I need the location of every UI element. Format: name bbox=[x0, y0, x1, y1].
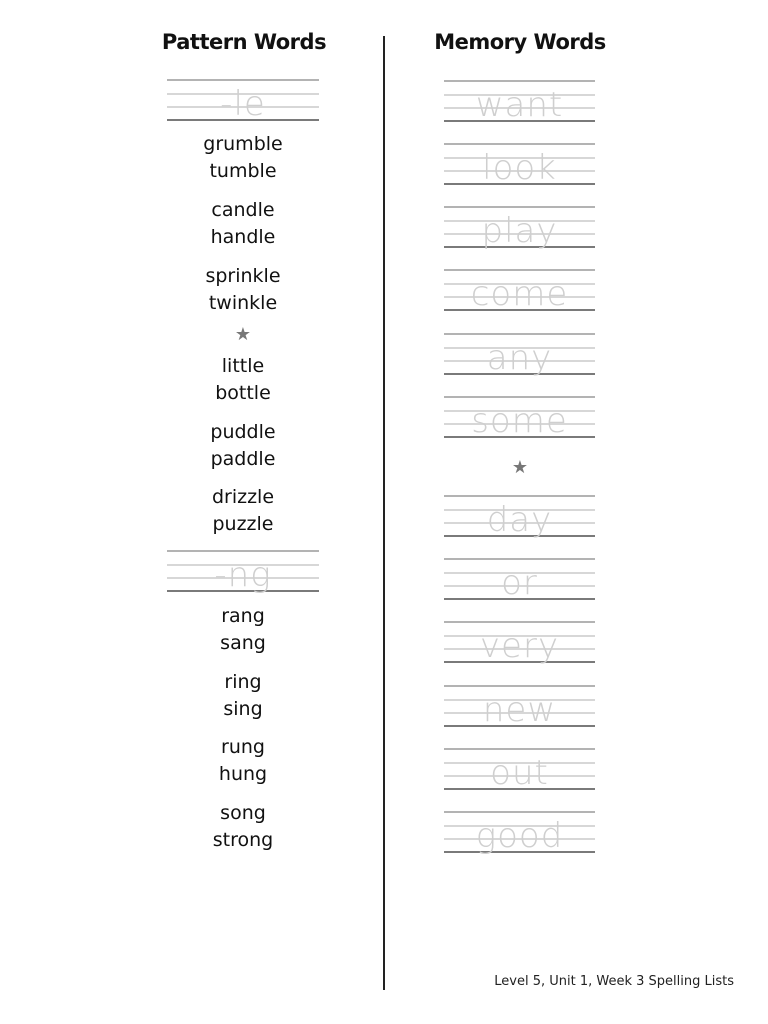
pattern-word: puzzle bbox=[212, 513, 274, 535]
memory-word: new bbox=[482, 690, 557, 730]
memory-trace-word bbox=[444, 269, 595, 313]
pattern-word: little bbox=[221, 355, 265, 377]
memory-word: some bbox=[471, 401, 568, 441]
pattern-label: -ng bbox=[214, 555, 272, 595]
pattern-word: sprinkle bbox=[205, 265, 281, 287]
memory-word: play bbox=[481, 211, 558, 251]
pattern-word: song bbox=[220, 802, 266, 824]
pattern-word: rung bbox=[221, 736, 265, 758]
memory-word: want bbox=[475, 85, 564, 125]
star-icon: ★ bbox=[234, 324, 252, 345]
memory-trace-word bbox=[444, 621, 595, 665]
memory-words-heading: Memory Words bbox=[434, 30, 606, 54]
column-divider bbox=[383, 36, 385, 990]
page-footer: Level 5, Unit 1, Week 3 Spelling Lists bbox=[494, 974, 734, 989]
pattern-word: ring bbox=[224, 671, 262, 693]
pattern-words-heading: Pattern Words bbox=[161, 30, 327, 54]
pattern-word: tumble bbox=[209, 160, 277, 182]
pattern-word: strong bbox=[212, 829, 274, 851]
memory-trace-word bbox=[444, 685, 595, 729]
memory-word: day bbox=[486, 500, 553, 540]
memory-word: any bbox=[486, 338, 553, 378]
pattern-word: hung bbox=[218, 763, 268, 785]
star-icon: ★ bbox=[511, 457, 529, 478]
memory-trace-word bbox=[444, 811, 595, 855]
memory-trace-word bbox=[444, 558, 595, 602]
memory-trace-word bbox=[444, 495, 595, 539]
memory-trace-word bbox=[444, 80, 595, 124]
pattern-word: twinkle bbox=[208, 292, 278, 314]
memory-trace-word bbox=[444, 333, 595, 377]
pattern-label: -le bbox=[220, 84, 266, 124]
memory-trace-word bbox=[444, 396, 595, 440]
pattern-word: handle bbox=[210, 226, 276, 248]
memory-word: or bbox=[501, 563, 538, 603]
trace-label-ng bbox=[167, 550, 319, 594]
memory-word: out bbox=[490, 753, 549, 793]
memory-trace-word bbox=[444, 748, 595, 792]
memory-trace-word bbox=[444, 143, 595, 187]
pattern-word: grumble bbox=[203, 133, 283, 155]
pattern-word: bottle bbox=[215, 382, 271, 404]
pattern-word: drizzle bbox=[211, 486, 275, 508]
pattern-word: sang bbox=[220, 632, 266, 654]
pattern-word: paddle bbox=[210, 448, 276, 470]
pattern-word: sing bbox=[223, 698, 263, 720]
memory-word: look bbox=[482, 148, 557, 188]
memory-word: good bbox=[475, 816, 564, 856]
pattern-word: rang bbox=[221, 605, 265, 627]
pattern-word: candle bbox=[211, 199, 275, 221]
memory-word: come bbox=[470, 274, 569, 314]
pattern-word: puddle bbox=[210, 421, 276, 443]
memory-trace-word bbox=[444, 206, 595, 250]
memory-word: very bbox=[479, 626, 560, 666]
trace-label-le bbox=[167, 79, 319, 123]
